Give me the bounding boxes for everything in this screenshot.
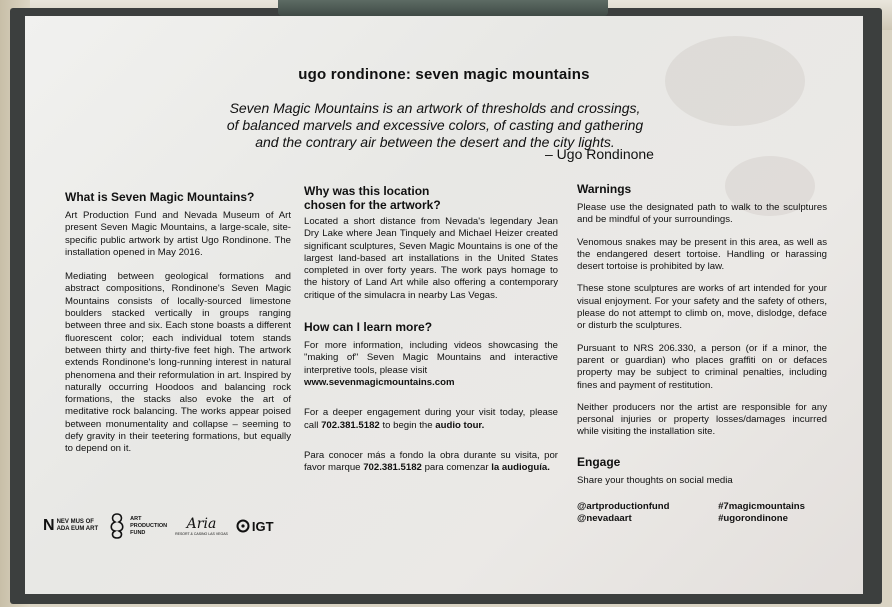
- paragraph: Art Production Fund and Nevada Museum of Art present Seven Magic Mountains, a large-scale, site-specific public artwork by artist Ugo Rondinone. The installation opened in May 2016.: [65, 210, 291, 258]
- paragraph-text: para comenzar: [424, 462, 489, 474]
- igt-circle-icon: [236, 519, 250, 533]
- quote-line: Seven Magic Mountains is an artwork of thresholds and crossings,: [229, 100, 641, 116]
- social-handle: @nevadaart: [577, 513, 632, 525]
- phone-number: 702.381.5182: [321, 419, 380, 431]
- paragraph: Pursuant to NRS 206.330, a person (or if a minor, the parent or guardian) who places graffiti on or defaces property may be subject to criminal penalties, including fines and payment of restitution.: [577, 342, 827, 391]
- social-handles: [577, 501, 827, 526]
- paragraph: Mediating between geological formations and abstract compositions, Rondinone's Seven Magic Mountains consists of locally-sourced limestone boulders stacked vertically in groups ranging between three and six. Each stone boasts a different fluorescent color; each individual totem stands between thirty and thirty-five feet high. The artwork extends Rondinone's long-running interest in natural phenomena and their reformulation in art. Inspired by naturally occurring Hoodoos and balancing rock formations, the stacks also evoke the art of meditative rock balancing. The works appear poised between monumentality and collapse – seeming to defy gravity in their teetering formations, but equally to depend on it.: [65, 271, 291, 455]
- aria-logo: [175, 516, 228, 536]
- paragraph: Please use the designated path to walk to the sculptures and be mindful of your surroundings.: [577, 202, 827, 226]
- quote-author: – Ugo Rondinone: [545, 146, 654, 162]
- phone-number: 702.381.5182: [363, 462, 422, 474]
- igt-logo: [236, 519, 274, 534]
- quote-line: and the contrary air between the desert and the city lights.: [255, 134, 615, 150]
- social-hashtag: #ugorondinone: [718, 513, 788, 525]
- heading-what-is: What is Seven Magic Mountains?: [65, 190, 255, 204]
- heading-line: Why was this location: [304, 184, 430, 198]
- logo-text: ADA EUM ART: [56, 526, 99, 532]
- paragraph: [304, 450, 558, 475]
- heading-warnings: Warnings: [577, 182, 632, 196]
- paragraph-text: For a deeper engagement during your visit today, please call: [304, 407, 558, 431]
- artist-quote: [85, 100, 785, 151]
- column-what-is: [65, 190, 291, 456]
- sign-title: ugo rondinone: seven magic mountains: [298, 66, 590, 83]
- heading-engage: Engage: [577, 454, 621, 469]
- paragraph: Neither producers nor the artist are responsible for any personal injuries or property losses/damages incurred while visiting the installation site.: [577, 401, 827, 438]
- logo-text: IGT: [251, 518, 274, 534]
- social-hashtag: #7magicmountains: [718, 501, 805, 513]
- stacked-figure-icon: [106, 512, 128, 540]
- paragraph-text: Para conocer más a fondo la obra durante su visita, por favor marque: [304, 449, 558, 474]
- paragraph-text: For more information, including videos showcasing the "making of" Seven Magic Mountains and interactive interpretive tools, please visit: [304, 340, 558, 376]
- paragraph: [304, 340, 558, 389]
- paragraph: Located a short distance from Nevada's legendary Jean Dry Lake where Jean Tinquely and Michael Heizer created significant sculptures, Seven Magic Mountains is one of the largest land-based art installations in the United States completed in over forty years. The work pays homage to the history of Land Art while also offering a contemporary critique of the simulacra in nearby Las Vegas.: [304, 216, 558, 301]
- sign-board: [25, 16, 863, 594]
- heading-location: [304, 184, 558, 212]
- sponsor-logos: [43, 508, 293, 544]
- paragraph: These stone sculptures are works of art intended for your visual enjoyment. For your safety and the safety of others, please do not attempt to climb on, move, dislodge, deface or disturb the sculptures.: [577, 283, 827, 332]
- art-production-fund-logo: [106, 512, 167, 540]
- column-warnings: [577, 182, 827, 526]
- paragraph: Venomous snakes may be present in this area, as well as the endangered desert tortoise. Handling or harassing desert tortoise is prohibited by law.: [577, 236, 827, 273]
- audio-tour-label: la audioguía.: [491, 462, 550, 474]
- logo-text: FUND: [130, 529, 146, 536]
- paragraph: Share your thoughts on social media: [577, 474, 733, 486]
- logo-text: ART: [130, 515, 142, 522]
- heading-line: chosen for the artwork?: [304, 198, 441, 212]
- nevada-museum-logo: [43, 518, 98, 534]
- paragraph: [304, 407, 558, 432]
- sign-mount-bracket: [278, 0, 608, 16]
- website-url: www.sevenmagicmountains.com: [304, 376, 455, 388]
- logo-text: Aria: [186, 516, 217, 532]
- quote-line: of balanced marvels and excessive colors, of casting and gathering: [226, 117, 644, 133]
- heading-learn-more: How can I learn more?: [304, 320, 433, 335]
- logo-text: PRODUCTION: [130, 522, 168, 529]
- paragraph-text: to begin the: [382, 419, 433, 431]
- logo-letter: N: [43, 517, 55, 534]
- audio-tour-label: audio tour.: [435, 419, 485, 431]
- social-handle: @artproductionfund: [577, 501, 670, 513]
- logo-text: RESORT & CASINO LAS VEGAS: [175, 532, 228, 536]
- logo-text: NEV MUS OF: [56, 519, 94, 525]
- column-location: [304, 184, 558, 474]
